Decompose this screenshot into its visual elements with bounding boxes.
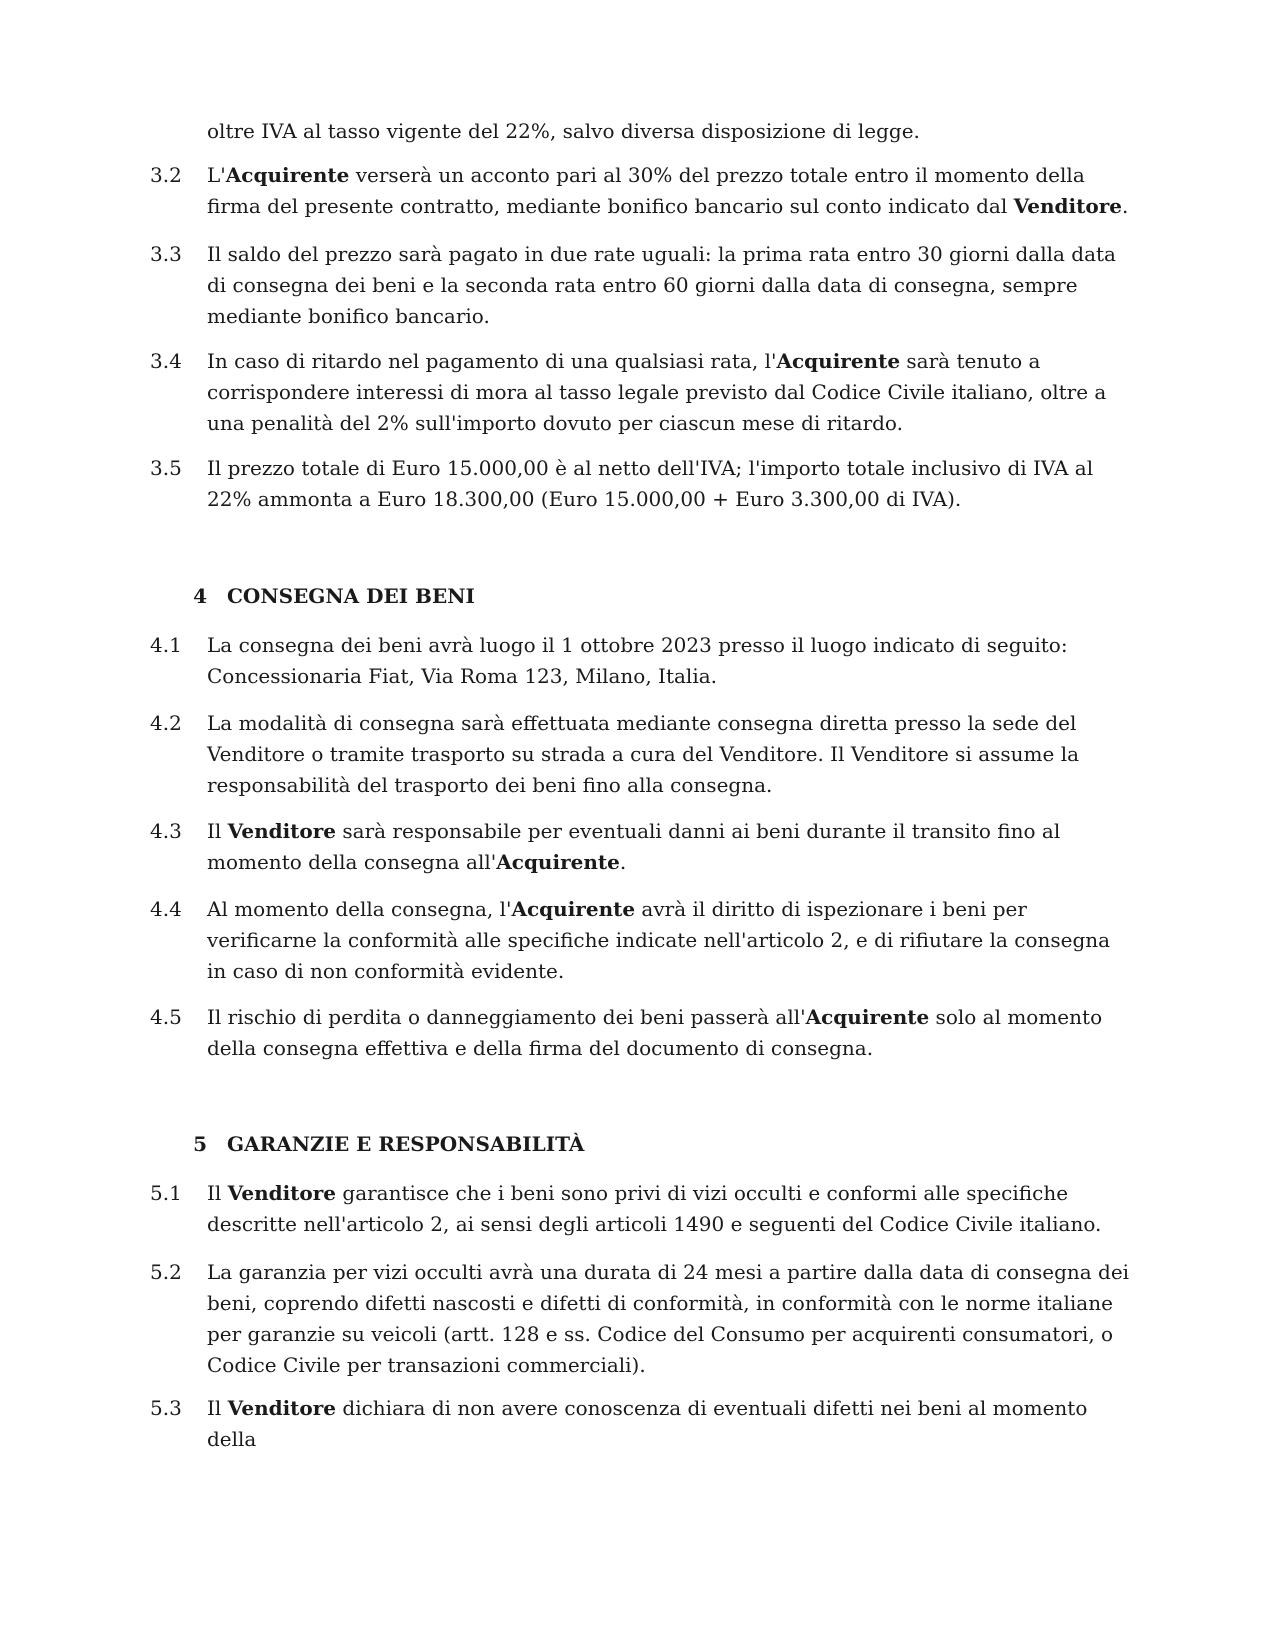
clause-text: L'Acquirente verserà un acconto pari al 30% del prezzo totale entro il momento della firma del presente contratto, mediante bonifico bancario sul conto indicato dal Venditore.	[207, 163, 1129, 218]
clause-3-4	[150, 346, 1130, 439]
clause-5-3	[150, 1393, 1130, 1455]
party-name: Acquirente	[496, 850, 620, 874]
section-title: CONSEGNA DEI BENI	[227, 584, 475, 608]
clause-3-5	[150, 453, 1130, 515]
clause-5-2	[150, 1257, 1130, 1381]
clause-number: 4.2	[150, 711, 182, 735]
party-name: Venditore	[227, 819, 337, 843]
clause-4-4	[150, 894, 1130, 987]
party-name: Acquirente	[511, 897, 636, 921]
clause-text: Il Venditore sarà responsabile per eventuali danni ai beni durante il transito fino al momento della consegna all'Acquirente.	[207, 819, 1061, 874]
party-name: Venditore	[227, 1181, 337, 1205]
clause-3-3	[150, 239, 1130, 332]
party-name: Acquirente	[805, 1005, 930, 1029]
clause-number: 5.1	[150, 1181, 182, 1205]
clause-number: 5.2	[150, 1260, 182, 1284]
clause-text: La consegna dei beni avrà luogo il 1 ottobre 2023 presso il luogo indicato di seguito: Concessionaria Fiat, Via Roma 123, Milano, Italia.	[207, 633, 1068, 688]
section-number: 5	[193, 1132, 207, 1156]
clause-number: 3.4	[150, 349, 182, 373]
section-number: 4	[193, 584, 207, 608]
clause-4-2	[150, 708, 1130, 801]
party-name: Acquirente	[776, 349, 901, 373]
clause-number: 4.4	[150, 897, 182, 921]
clause-text: Il Venditore dichiara di non avere conoscenza di eventuali difetti nei beni al momento della	[207, 1396, 1088, 1451]
section-heading-4	[150, 581, 1130, 612]
clause-4-1	[150, 630, 1130, 692]
section-heading-5	[150, 1129, 1130, 1160]
clause-4-5	[150, 1002, 1130, 1064]
clause-number: 4.3	[150, 819, 182, 843]
clause-number: 3.2	[150, 163, 182, 187]
clause-number: 4.1	[150, 633, 182, 657]
section-title: GARANZIE E RESPONSABILITÀ	[227, 1132, 585, 1156]
party-name: Acquirente	[225, 163, 350, 187]
clause-text: In caso di ritardo nel pagamento di una qualsiasi rata, l'Acquirente sarà tenuto a corrispondere interessi di mora al tasso legale previsto dal Codice Civile italiano, oltre a una penalità del 2% sull'importo dovuto per ciascun mese di ritardo.	[207, 349, 1107, 435]
clause-text: La modalità di consegna sarà effettuata mediante consegna diretta presso la sede del Venditore o tramite trasporto su strada a cura del Venditore. Il Venditore si assume la responsabilità del trasporto dei beni fino alla consegna.	[207, 711, 1080, 797]
clause-3-2	[150, 160, 1130, 222]
continuation-text: oltre IVA al tasso vigente del 22%, salvo diversa disposizione di legge.	[207, 119, 920, 143]
clause-text: Al momento della consegna, l'Acquirente avrà il diritto di ispezionare i beni per verificarne la conformità alle specifiche indicate nell'articolo 2, e di rifiutare la consegna in caso di non conformità evidente.	[207, 897, 1111, 983]
clause-4-3	[150, 816, 1130, 878]
clause-number: 3.3	[150, 242, 182, 266]
clause-number: 5.3	[150, 1396, 182, 1420]
party-name: Venditore	[1013, 194, 1122, 218]
clause-5-1	[150, 1178, 1130, 1240]
clause-text: Il saldo del prezzo sarà pagato in due rate uguali: la prima rata entro 30 giorni dalla data di consegna dei beni e la seconda rata entro 60 giorni dalla data di consegna, sempre mediante bonifico bancario.	[207, 242, 1116, 328]
clause-number: 3.5	[150, 456, 182, 480]
clause-number: 4.5	[150, 1005, 182, 1029]
party-name: Venditore	[227, 1396, 337, 1420]
clause-text: La garanzia per vizi occulti avrà una durata di 24 mesi a partire dalla data di consegna dei beni, coprendo difetti nascosti e difetti di conformità, in conformità con le norme italiane per garanzie su veicoli (artt. 128 e ss. Codice del Consumo per acquirenti consumatori, o Codice Civile per transazioni commerciali).	[207, 1260, 1130, 1377]
clause-text: Il rischio di perdita o danneggiamento dei beni passerà all'Acquirente solo al momento della consegna effettiva e della firma del documento di consegna.	[207, 1005, 1103, 1060]
clause-text: Il Venditore garantisce che i beni sono privi di vizi occulti e conformi alle specifiche descritte nell'articolo 2, ai sensi degli articoli 1490 e seguenti del Codice Civile italiano.	[207, 1181, 1102, 1236]
clause-text: Il prezzo totale di Euro 15.000,00 è al netto dell'IVA; l'importo totale inclusivo di IVA al 22% ammonta a Euro 18.300,00 (Euro 15.000,00 + Euro 3.300,00 di IVA).	[207, 456, 1094, 511]
